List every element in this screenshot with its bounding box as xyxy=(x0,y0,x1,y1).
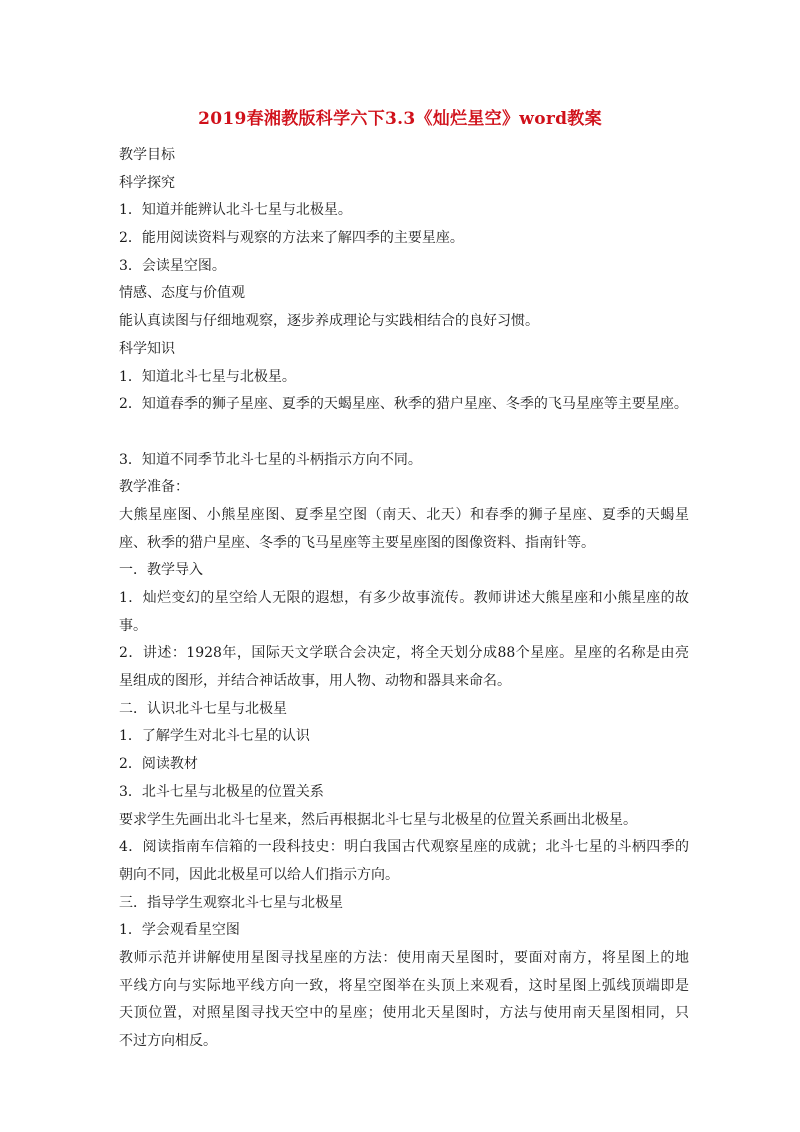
text-line: 三．指导学生观察北斗七星与北极星 xyxy=(119,894,343,911)
text-line: 不过方向相反。 xyxy=(119,1033,217,1049)
text-line: 科学知识 xyxy=(119,340,175,357)
text-line: 能认真读图与仔细地观察，逐步养成理论与实践相结合的良好习惯。 xyxy=(119,313,539,330)
text-line: 大熊星座图、小熊星座图、夏季星空图（南天、北天）和春季的狮子星座、夏季的天蝎星 xyxy=(119,506,689,523)
text-line: 科学探究 xyxy=(119,174,175,191)
text-line: 1．灿烂变幻的星空给人无限的遐想，有多少故事流传。教师讲述大熊星座和小熊星座的故 xyxy=(119,590,689,606)
text-line: 教学目标 xyxy=(119,147,175,163)
text-line: 一．教学导入 xyxy=(119,562,203,579)
text-line: 1．了解学生对北斗七星的认识 xyxy=(119,728,310,745)
text-line: 事。 xyxy=(119,617,147,634)
text-line: 座、秋季的猎户星座、冬季的飞马星座等主要星座图的图像资料、指南针等。 xyxy=(119,534,595,551)
text-line: 1．学会观看星空图 xyxy=(119,922,240,939)
text-line: 天顶位置，对照星图寻找天空中的星座；使用北天星图时，方法与使用南天星图相同，只 xyxy=(119,1005,689,1022)
text-line: 情感、态度与价值观 xyxy=(119,285,245,302)
text-line: 3．会读星空图。 xyxy=(119,257,226,274)
text-line: 3．北斗七星与北极星的位置关系 xyxy=(119,783,324,800)
text-line: 平线方向与实际地平线方向一致，将星空图举在头顶上来观看，这时星图上弧线顶端即是 xyxy=(119,977,689,994)
text-line: 朝向不同，因此北极星可以给人们指示方向。 xyxy=(119,866,399,883)
text-line: 3．知道不同季节北斗七星的斗柄指示方向不同。 xyxy=(119,451,422,468)
text-line: 1．知道北斗七星与北极星。 xyxy=(119,368,296,385)
text-line: 2．讲述：1928年，国际天文学联合会决定，将全天划分成88个星座。星座的名称是由亮 xyxy=(119,645,689,662)
text-line: 2．能用阅读资料与观察的方法来了解四季的主要星座。 xyxy=(119,230,464,247)
text-line: 4．阅读指南车信箱的一段科技史：明白我国古代观察星座的成就；北斗七星的斗柄四季的 xyxy=(119,839,689,856)
document-title: 2019春湘教版科学六下3.3《灿烂星空》word教案 xyxy=(198,109,602,129)
text-line: 2．阅读教材 xyxy=(119,756,198,773)
text-line: 教师示范并讲解使用星图寻找星座的方法：使用南天星图时，要面对南方，将星图上的地 xyxy=(119,949,689,966)
text-line: 2．知道春季的狮子星座、夏季的天蝎星座、秋季的猎户星座、冬季的飞马星座等主要星座。 xyxy=(119,396,688,413)
text-line: 要求学生先画出北斗七星来，然后再根据北斗七星与北极星的位置关系画出北极星。 xyxy=(119,811,637,828)
text-line: 星组成的图形，并结合神话故事，用人物、动物和器具来命名。 xyxy=(119,673,511,690)
text-line: 教学准备： xyxy=(119,479,189,496)
document-body xyxy=(119,144,689,1058)
blank-line xyxy=(119,421,689,444)
text-line: 二．认识北斗七星与北极星 xyxy=(119,700,287,717)
text-line: 1．知道并能辨认北斗七星与北极星。 xyxy=(119,202,352,219)
